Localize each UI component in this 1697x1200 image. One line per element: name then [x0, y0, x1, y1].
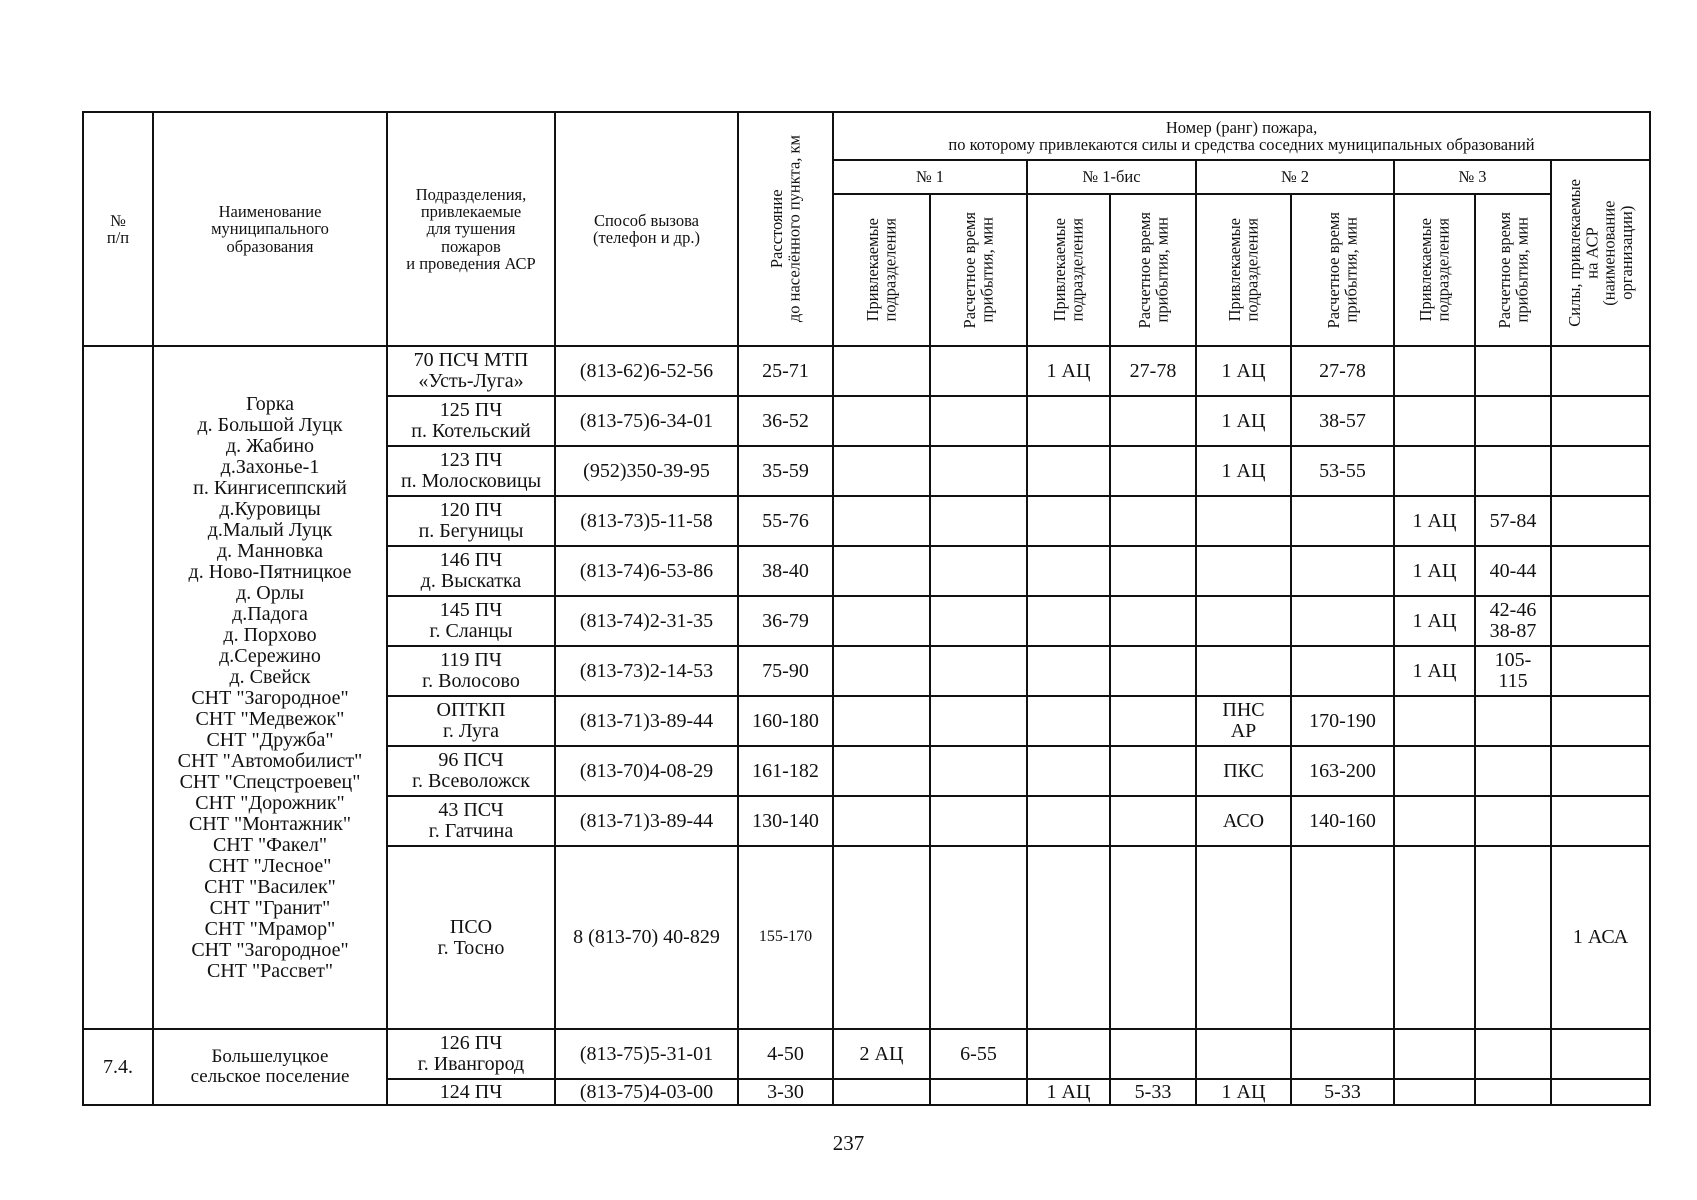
- value-cell-asr: [1551, 746, 1650, 796]
- header-asr: [1551, 160, 1650, 346]
- value-cell-r1b-t: [1110, 396, 1196, 446]
- value-cell-r2-u: 1 АЦ: [1196, 346, 1291, 396]
- value-cell-r1b-u: 1 АЦ: [1027, 1079, 1110, 1105]
- value-cell-r3-u: 1 АЦ: [1394, 646, 1475, 696]
- value-cell-r1-t: [930, 596, 1027, 646]
- involved-label: Привлекаемые подразделения: [1416, 218, 1453, 322]
- value-cell-r1b-u: [1027, 446, 1110, 496]
- value-cell-r3-u: [1394, 696, 1475, 746]
- involved-label: Привлекаемые подразделения: [1225, 218, 1262, 322]
- unit-cell: ПСО г. Тосно: [387, 846, 555, 1029]
- value-cell-r2-t: 140-160: [1291, 796, 1394, 846]
- value-cell-r2-t: [1291, 1029, 1394, 1079]
- table-row: [83, 346, 1650, 396]
- phone-cell: (813-62)6-52-56: [555, 346, 738, 396]
- value-cell-r3-u: [1394, 796, 1475, 846]
- value-cell-r2-u: [1196, 646, 1291, 696]
- value-cell-r2-t: 170-190: [1291, 696, 1394, 746]
- phone-cell: (813-75)4-03-00: [555, 1079, 738, 1105]
- value-cell-r1-t: [930, 446, 1027, 496]
- value-cell-r1-t: [930, 546, 1027, 596]
- unit-cell: 126 ПЧ г. Ивангород: [387, 1029, 555, 1079]
- value-cell-r2-u: [1196, 496, 1291, 546]
- value-cell-r3-u: [1394, 446, 1475, 496]
- value-cell-r2-t: [1291, 596, 1394, 646]
- value-cell-r3-u: [1394, 346, 1475, 396]
- unit-cell: 70 ПСЧ МТП «Усть-Луга»: [387, 346, 555, 396]
- value-cell-r1-t: [930, 346, 1027, 396]
- value-cell-r1-u: [833, 846, 930, 1029]
- time-label: Расчетное время прибытия, мин: [1134, 211, 1171, 329]
- header-rank-2: № 2: [1196, 160, 1394, 194]
- value-cell-asr: [1551, 496, 1650, 546]
- value-cell-r1b-t: [1110, 746, 1196, 796]
- value-cell-r2-t: [1291, 546, 1394, 596]
- value-cell-r1b-u: [1027, 646, 1110, 696]
- value-cell-r3-t: [1475, 846, 1551, 1029]
- value-cell-asr: [1551, 346, 1650, 396]
- value-cell-r3-u: [1394, 746, 1475, 796]
- value-cell-r1b-t: [1110, 446, 1196, 496]
- value-cell-r1-u: [833, 596, 930, 646]
- value-cell-r3-t: [1475, 396, 1551, 446]
- value-cell-r2-u: 1 АЦ: [1196, 446, 1291, 496]
- header-rank-1bis: № 1-бис: [1027, 160, 1196, 194]
- header-r2-units: [1196, 194, 1291, 346]
- header-rank-1: № 1: [833, 160, 1027, 194]
- value-cell-asr: [1551, 1029, 1650, 1079]
- value-cell-r1-u: [833, 446, 930, 496]
- value-cell-r3-t: 105- 115: [1475, 646, 1551, 696]
- distance-cell: 75-90: [738, 646, 833, 696]
- involved-label: Привлекаемые подразделения: [863, 218, 900, 322]
- phone-cell: (813-75)5-31-01: [555, 1029, 738, 1079]
- value-cell-r1b-t: [1110, 696, 1196, 746]
- value-cell-r3-t: [1475, 346, 1551, 396]
- value-cell-r2-u: 1 АЦ: [1196, 1079, 1291, 1105]
- value-cell-r1b-u: [1027, 546, 1110, 596]
- value-cell-asr: [1551, 546, 1650, 596]
- distance-label: Расстояние до населённого пункта, км: [767, 135, 804, 323]
- header-r1b-time: [1110, 194, 1196, 346]
- header-rank-3: № 3: [1394, 160, 1551, 194]
- phone-cell: 8 (813-70) 40-829: [555, 846, 738, 1029]
- value-cell-r3-t: [1475, 1029, 1551, 1079]
- distance-cell: 161-182: [738, 746, 833, 796]
- value-cell-r1-u: [833, 746, 930, 796]
- value-cell-r1b-t: [1110, 496, 1196, 546]
- value-cell-r1b-t: [1110, 646, 1196, 696]
- section-name: Большелуцкое сельское поселение: [153, 1029, 387, 1105]
- value-cell-r1b-t: [1110, 846, 1196, 1029]
- unit-cell: 124 ПЧ: [387, 1079, 555, 1105]
- value-cell-r1-u: [833, 396, 930, 446]
- value-cell-r3-t: 42-46 38-87: [1475, 596, 1551, 646]
- value-cell-r2-t: 53-55: [1291, 446, 1394, 496]
- value-cell-r2-u: АСО: [1196, 796, 1291, 846]
- unit-cell: 146 ПЧ д. Выскатка: [387, 546, 555, 596]
- value-cell-r1b-t: [1110, 1029, 1196, 1079]
- distance-cell: 4-50: [738, 1029, 833, 1079]
- value-cell-r1b-t: 5-33: [1110, 1079, 1196, 1105]
- distance-cell: 35-59: [738, 446, 833, 496]
- value-cell-r1-t: [930, 496, 1027, 546]
- value-cell-asr: [1551, 596, 1650, 646]
- header-r1b-units: [1027, 194, 1110, 346]
- unit-cell: 123 ПЧ п. Молосковицы: [387, 446, 555, 496]
- header-distance: [738, 112, 833, 346]
- value-cell-r3-t: 57-84: [1475, 496, 1551, 546]
- value-cell-r1-u: [833, 646, 930, 696]
- value-cell-r2-u: 1 АЦ: [1196, 396, 1291, 446]
- value-cell-r3-t: [1475, 796, 1551, 846]
- header-r1-units: [833, 194, 930, 346]
- value-cell-r1b-t: [1110, 546, 1196, 596]
- value-cell-r2-t: [1291, 496, 1394, 546]
- value-cell-asr: [1551, 696, 1650, 746]
- value-cell-r2-u: ПКС: [1196, 746, 1291, 796]
- distance-cell: 155-170: [738, 846, 833, 1029]
- unit-cell: 120 ПЧ п. Бегуницы: [387, 496, 555, 546]
- value-cell-r3-u: [1394, 1079, 1475, 1105]
- time-label: Расчетное время прибытия, мин: [1324, 211, 1361, 329]
- value-cell-r1b-u: [1027, 1029, 1110, 1079]
- header-name: Наименование муниципального образования: [153, 112, 387, 346]
- table-row: [83, 1029, 1650, 1079]
- value-cell-r2-u: [1196, 596, 1291, 646]
- value-cell-r1-u: [833, 496, 930, 546]
- phone-cell: (813-75)6-34-01: [555, 396, 738, 446]
- table-header: [83, 112, 1650, 346]
- value-cell-r1-t: 6-55: [930, 1029, 1027, 1079]
- value-cell-r2-u: [1196, 546, 1291, 596]
- distance-cell: 25-71: [738, 346, 833, 396]
- value-cell-r3-u: [1394, 396, 1475, 446]
- value-cell-r3-t: [1475, 696, 1551, 746]
- value-cell-r1b-u: [1027, 496, 1110, 546]
- value-cell-r3-u: [1394, 846, 1475, 1029]
- phone-cell: (952)350-39-95: [555, 446, 738, 496]
- phone-cell: (813-71)3-89-44: [555, 796, 738, 846]
- value-cell-r1-t: [930, 646, 1027, 696]
- header-r1-time: [930, 194, 1027, 346]
- value-cell-r3-t: 40-44: [1475, 546, 1551, 596]
- phone-cell: (813-71)3-89-44: [555, 696, 738, 746]
- value-cell-r1b-u: [1027, 396, 1110, 446]
- unit-cell: 96 ПСЧ г. Всеволожск: [387, 746, 555, 796]
- header-units: Подразделения, привлекаемые для тушения пожаров и проведения АСР: [387, 112, 555, 346]
- header-r2-time: [1291, 194, 1394, 346]
- fire-forces-table: [82, 111, 1651, 1106]
- distance-cell: 38-40: [738, 546, 833, 596]
- phone-cell: (813-70)4-08-29: [555, 746, 738, 796]
- value-cell-asr: 1 АСА: [1551, 846, 1650, 1029]
- value-cell-r1-u: [833, 796, 930, 846]
- value-cell-r1b-u: [1027, 596, 1110, 646]
- value-cell-r3-u: 1 АЦ: [1394, 546, 1475, 596]
- value-cell-r1b-u: [1027, 846, 1110, 1029]
- value-cell-r2-t: 5-33: [1291, 1079, 1394, 1105]
- value-cell-r1-t: [930, 396, 1027, 446]
- page-number: 237: [832, 1131, 865, 1155]
- unit-cell: 43 ПСЧ г. Гатчина: [387, 796, 555, 846]
- value-cell-r1-u: [833, 1079, 930, 1105]
- value-cell-r2-u: [1196, 1029, 1291, 1079]
- time-label: Расчетное время прибытия, мин: [960, 211, 997, 329]
- asr-label: Силы, привлекаемые на АСР (наименование организации): [1564, 179, 1636, 327]
- header-call: Способ вызова (телефон и др.): [555, 112, 738, 346]
- time-label: Расчетное время прибытия, мин: [1494, 211, 1531, 329]
- section-number: 7.4.: [83, 1029, 153, 1105]
- value-cell-asr: [1551, 396, 1650, 446]
- value-cell-r1-t: [930, 696, 1027, 746]
- value-cell-r3-u: 1 АЦ: [1394, 596, 1475, 646]
- value-cell-r1-u: [833, 546, 930, 596]
- phone-cell: (813-74)2-31-35: [555, 596, 738, 646]
- row-num-cell: [83, 346, 153, 1029]
- value-cell-r1-t: [930, 1079, 1027, 1105]
- involved-label: Привлекаемые подразделения: [1050, 218, 1087, 322]
- header-rank-title: Номер (ранг) пожара, по которому привлекаются силы и средства соседних муниципальных образований: [833, 112, 1650, 160]
- value-cell-asr: [1551, 1079, 1650, 1105]
- value-cell-r2-u: [1196, 846, 1291, 1029]
- value-cell-r2-t: 163-200: [1291, 746, 1394, 796]
- phone-cell: (813-73)5-11-58: [555, 496, 738, 546]
- distance-cell: 36-52: [738, 396, 833, 446]
- value-cell-r1b-u: [1027, 796, 1110, 846]
- value-cell-r2-t: 27-78: [1291, 346, 1394, 396]
- value-cell-r3-u: 1 АЦ: [1394, 496, 1475, 546]
- value-cell-r1b-t: 27-78: [1110, 346, 1196, 396]
- unit-cell: 145 ПЧ г. Сланцы: [387, 596, 555, 646]
- value-cell-r1-t: [930, 746, 1027, 796]
- unit-cell: ОПТКП г. Луга: [387, 696, 555, 746]
- value-cell-r3-t: [1475, 446, 1551, 496]
- header-r3-units: [1394, 194, 1475, 346]
- table-body: [83, 346, 1650, 1105]
- value-cell-r1b-u: [1027, 696, 1110, 746]
- value-cell-r1-u: [833, 696, 930, 746]
- value-cell-r1b-u: [1027, 746, 1110, 796]
- unit-cell: 119 ПЧ г. Волосово: [387, 646, 555, 696]
- value-cell-r1-t: [930, 796, 1027, 846]
- value-cell-r2-u: ПНС АР: [1196, 696, 1291, 746]
- distance-cell: 160-180: [738, 696, 833, 746]
- value-cell-r2-t: [1291, 646, 1394, 696]
- header-num: № п/п: [83, 112, 153, 346]
- header-r3-time: [1475, 194, 1551, 346]
- value-cell-r3-t: [1475, 746, 1551, 796]
- value-cell-r1-u: [833, 346, 930, 396]
- distance-cell: 55-76: [738, 496, 833, 546]
- distance-cell: 130-140: [738, 796, 833, 846]
- value-cell-r3-u: [1394, 1029, 1475, 1079]
- value-cell-asr: [1551, 646, 1650, 696]
- value-cell-r1b-t: [1110, 796, 1196, 846]
- value-cell-asr: [1551, 446, 1650, 496]
- phone-cell: (813-74)6-53-86: [555, 546, 738, 596]
- unit-cell: 125 ПЧ п. Котельский: [387, 396, 555, 446]
- phone-cell: (813-73)2-14-53: [555, 646, 738, 696]
- value-cell-r1-t: [930, 846, 1027, 1029]
- value-cell-r2-t: 38-57: [1291, 396, 1394, 446]
- value-cell-r1b-t: [1110, 596, 1196, 646]
- value-cell-r3-t: [1475, 1079, 1551, 1105]
- distance-cell: 3-30: [738, 1079, 833, 1105]
- value-cell-r2-t: [1291, 846, 1394, 1029]
- value-cell-r1-u: 2 АЦ: [833, 1029, 930, 1079]
- value-cell-asr: [1551, 796, 1650, 846]
- distance-cell: 36-79: [738, 596, 833, 646]
- settlements-list: Горка д. Большой Луцк д. Жабино д.Захонье-1 п. Кингисеппский д.Куровицы д.Малый Луцк д. Манновка д. Ново-Пятницкое д. Орлы д.Падога д. Порхово д.Сережино д. Свейск СНТ "Загородное" СНТ "Медвежок" СНТ "Дружба" СНТ "Автомобилист" СНТ "Спецстроевец" СНТ "Дорожник" СНТ "Монтажник" СНТ "Факел" СНТ "Лесное" СНТ "Василек" СНТ "Гранит" СНТ "Мрамор" СНТ "Загородное" СНТ "Рассвет": [153, 346, 387, 1029]
- value-cell-r1b-u: 1 АЦ: [1027, 346, 1110, 396]
